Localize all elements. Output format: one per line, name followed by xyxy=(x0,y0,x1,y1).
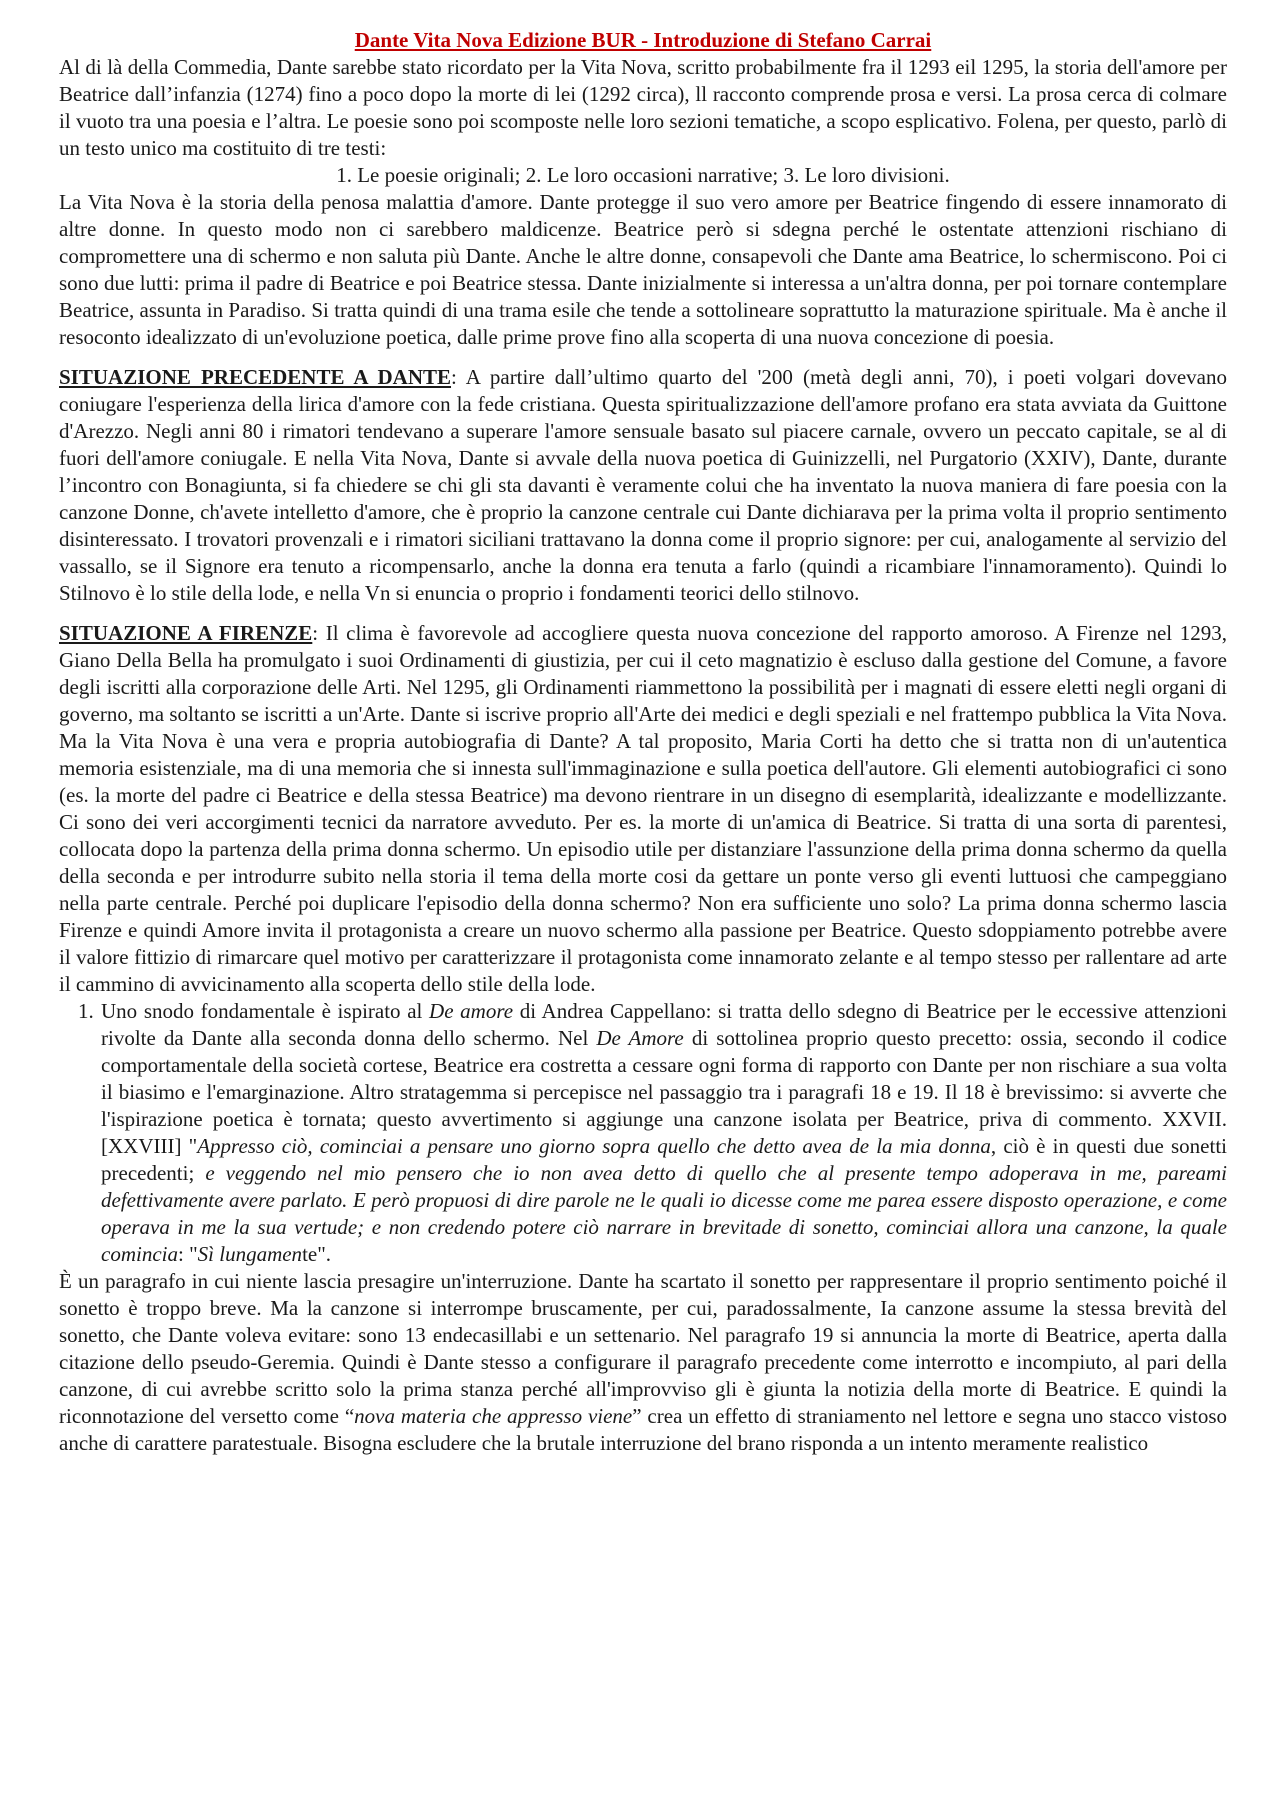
list-item xyxy=(99,998,1227,1268)
last-paragraph xyxy=(59,1268,1227,1457)
list-item-text: , ciò è in questi due sonetti precedenti; xyxy=(101,1134,1227,1185)
list-item-text: Uno snodo fondamentale è ispirato al xyxy=(101,999,430,1023)
section-firenze-paragraph xyxy=(59,620,1227,998)
quotation-italic: nova materia che appresso viene xyxy=(354,1404,633,1428)
section-precedente-paragraph xyxy=(59,364,1227,607)
vita-nova-paragraph: La Vita Nova è la storia della penosa malattia d'amore. Dante protegge il suo vero amore per Beatrice fingendo di essere innamorato di altre donne. In questo modo non ci sarebbero maldicenze. Beatrice però si sdegna perché le ostentate attenzioni rischiano di compromettere una di schermo e non saluta più Dante. Anche le altre donne, consapevoli che Dante ama Beatrice, lo schermiscono. Poi ci sono due lutti: prima il padre di Beatrice e poi Beatrice stessa. Dante inizialmente si interessa a un'altra donna, per poi tornare contemplare Beatrice, assunta in Paradiso. Si tratta quindi di una trama esile che tende a sottolineare soprattutto la maturazione spirituale. Ma è anche il resoconto idealizzato di un'evoluzione poetica, dalle prime prove fino alla scoperta di una nuova concezione di poesia. xyxy=(59,190,1227,349)
document-body xyxy=(59,27,1227,1457)
intro-paragraph: Al di là della Commedia, Dante sarebbe stato ricordato per la Vita Nova, scritto probabilmente fra il 1293 eil 1295, la storia dell'amore per Beatrice dall’infanzia (1274) fino a poco dopo la morte di lei (1292 circa), ll racconto comprende prosa e versi. La prosa cerca di colmare il vuoto tra una poesia e l’altra. Le poesie sono poi scomposte nelle loro sezioni tematiche, a scopo esplicativo. Folena, per questo, parlò di un testo unico ma costituito di tre testi: xyxy=(59,55,1227,160)
paragraph-text: È un paragrafo in cui niente lascia presagire un'interruzione. Dante ha scartato il sonetto per rappresentare il proprio sentimento poiché il sonetto è troppo breve. Ma la canzone si interrompe bruscamente, per cui, paradossalmente, Ia canzone assume la stessa brevità del sonetto, che Dante voleva evitare: sono 13 endecasillabi e un settenario. Nel paragrafo 19 si annuncia la morte di Beatrice, aperta dalla citazione dello pseudo-Geremia. Quindi è Dante stesso a configurare il paragrafo precedente come interrotto e incompiuto, al pari della canzone, di cui avrebbe scritto solo la prima stanza perché all'improvviso gli è giunta la notizia della morte di Beatrice. E quindi la riconnotazione del versetto come “ xyxy=(59,1269,1227,1428)
quotation-italic: Sì lungamen xyxy=(197,1242,303,1266)
quotation-italic: e veggendo nel mio pensero che io non avea detto di quello che al presente tempo adoperava in me, pareami defettivamente avere parlato. E però propuosi di dire parole ne le quali io dicesse come me parea essere disposto operazione, e come operava in me la sua vertude; e non credendo potere ciò narrare in brevitade di sonetto, cominciai allora una canzone, la quale comincia xyxy=(101,1161,1228,1266)
list-item-text: te". xyxy=(302,1242,332,1266)
list-item-text: di sottolinea proprio questo precetto: ossia, secondo il codice comportamentale della società cortese, Beatrice era costretta a cessare ogni forma di rapporto con Dante per non rischiare a sua volta il biasimo e l'emarginazione. Altro stratagemma si percepisce nel passaggio tra i paragrafi 18 e 19. Il 18 è brevissimo: si avverte che l'ispirazione poetica è tornata; questo avvertimento si aggiunge una canzone isolata per Beatrice, priva di commento. XXVII. [XXVIII] " xyxy=(101,1026,1228,1158)
numbered-list xyxy=(59,998,1227,1268)
list-item-text: di Andrea Cappellano: si tratta dello sdegno di Beatrice per le eccessive attenzioni rivolte da Dante alla seconda donna dello schermo. Nel xyxy=(101,999,1227,1050)
section-firenze-heading: SITUAZIONE A FIRENZE xyxy=(59,621,313,645)
section-precedente-heading: SITUAZIONE PRECEDENTE A DANTE xyxy=(59,365,452,389)
list-item-text: : " xyxy=(177,1242,198,1266)
paragraph-text: ” crea un effetto di straniamento nel lettore e segna uno stacco vistoso anche di carattere paratestuale. Bisogna escludere che la brutale interruzione del brano risponda a un intento meramente realistico xyxy=(59,1404,1227,1455)
book-title-de-amore: De Amore xyxy=(596,1026,684,1050)
three-texts-line: 1. Le poesie originali; 2. Le loro occasioni narrative; 3. Le loro divisioni. xyxy=(336,163,950,187)
section-firenze-text: : Il clima è favorevole ad accogliere questa nuova concezione del rapporto amoroso. A Firenze nel 1293, Giano Della Bella ha promulgato i suoi Ordinamenti di giustizia, per cui il ceto magnatizio è escluso dalla gestione del Comune, a favore degli iscritti alla corporazione delle Arti. Nel 1295, gli Ordinamenti riammettono la possibilità per i magnati di essere eletti negli organi di governo, ma soltanto se iscritti a un'Arte. Dante si iscrive proprio all'Arte dei medici e degli speziali e nel frattempo pubblica la Vita Nova. Ma la Vita Nova è una vera e propria autobiografia di Dante? A tal proposito, Maria Corti ha detto che si tratta non di un'autentica memoria esistenziale, ma di una memoria che si innesta sull'immaginazione e sulla poetica dell'autore. Gli elementi autobiografici ci sono (es. la morte del padre ci Beatrice e della stessa Beatrice) ma devono rientrare in un disegno di esemplarità, idealizzante e modellizzante. Ci sono dei veri accorgimenti tecnici da narratore avveduto. Per es. la morte di un'amica di Beatrice. Si tratta di una sorta di parentesi, collocata dopo la partenza della prima donna schermo. Un episodio utile per distanziare l'assunzione della prima donna schermo da quella della seconda e per introdurre subito nella storia il tema della morte cosi da gettare un ponte verso gli eventi luttuosi che campeggiano nella parte centrale. Perché poi duplicare l'episodio della donna schermo? Non era sufficiente uno solo? La prima donna schermo lascia Firenze e quindi Amore invita il protagonista a creare un nuovo schermo alla passione per Beatrice. Questo sdoppiamento potrebbe avere il valore fittizio di rimarcare quel motivo per caratterizzare il protagonista come innamorato zelante e al tempo stesso per rallentare ad arte il cammino di avvicinamento alla scoperta dello stile della lode. xyxy=(59,621,1228,996)
section-precedente-text: : A partire dall’ultimo quarto del '200 (metà degli anni, 70), i poeti volgari dovevano coniugare l'esperienza della lirica d'amore con la fede cristiana. Questa spiritualizzazione dell'amore profano era stata avviata da Guittone d'Arezzo. Negli anni 80 i rimatori tendevano a superare l'amore sensuale basato sul piacere carnale, ovvero un peccato capitale, se al di fuori dell'amore coniugale. E nella Vita Nova, Dante si avvale della nuova poetica di Guinizzelli, nel Purgatorio (XXIV), Dante, durante l’incontro con Bonagiunta, si fa chiedere se chi gli sta davanti è veramente colui che ha inventato la nuova maniera di fare poesia con la canzone Donne, ch'avete intelletto d'amore, che è proprio la canzone centrale cui Dante dichiarava per la prima volta il proprio sentimento disinteressato. I trovatori provenzali e i rimatori siciliani trattavano la donna come il proprio signore: per cui, analogamente al servizio del vassallo, se il Signore era tenuto a ricompensarlo, anche la donna era tenuta a farlo (quindi a ricambiare l'innamoramento). Quindi lo Stilnovo è lo stile della lode, e nella Vn si enuncia o proprio i fondamenti teorici dello stilnovo. xyxy=(59,365,1227,605)
quotation-italic: Appresso ciò, cominciai a pensare uno giorno sopra quello che detto avea de la mia donna xyxy=(197,1134,991,1158)
book-title-de-amore: De amore xyxy=(429,999,514,1023)
document-title: Dante Vita Nova Edizione BUR - Introduzione di Stefano Carrai xyxy=(354,28,932,52)
